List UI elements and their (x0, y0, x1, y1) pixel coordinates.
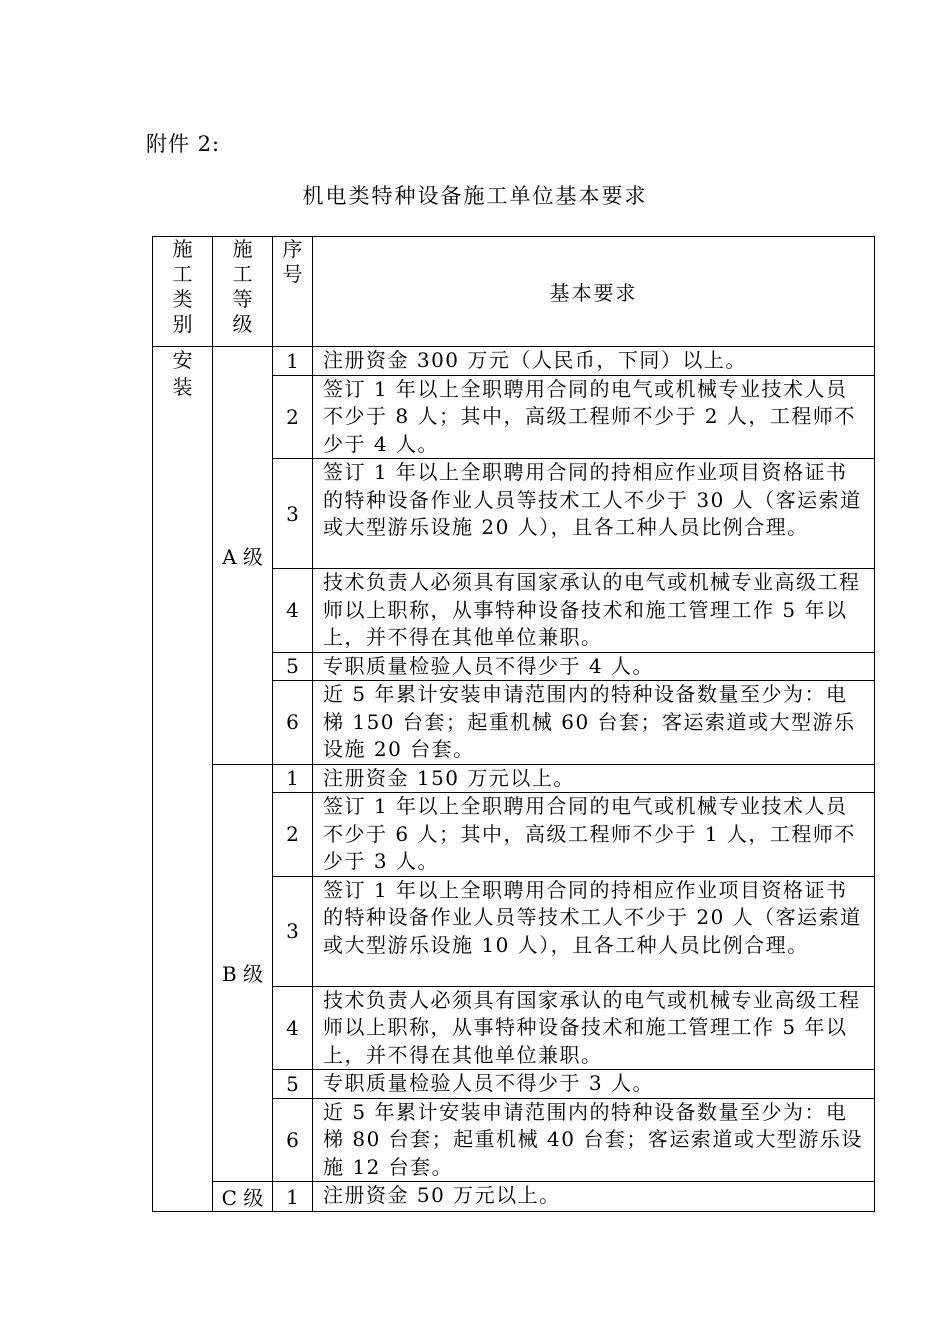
header-seq (273, 237, 313, 347)
row-number: 5 (273, 1070, 313, 1099)
row-number: 3 (273, 876, 313, 986)
header-level-char: 工 (232, 262, 253, 286)
requirement-text: 技术负责人必须具有国家承认的电气或机械专业高级工程师以上职称，从事特种设备技术和施工管理工作 5 年以上，并不得在其他单位兼职。 (313, 569, 875, 653)
requirement-text: 技术负责人必须具有国家承认的电气或机械专业高级工程师以上职称，从事特种设备技术和施工管理工作 5 年以上，并不得在其他单位兼职。 (313, 986, 875, 1070)
type-char: 装 (172, 375, 193, 399)
requirement-text: 注册资金 50 万元以上。 (313, 1182, 875, 1212)
table-row (153, 347, 875, 376)
requirement-text: 注册资金 150 万元以上。 (313, 764, 875, 793)
header-row (153, 237, 875, 347)
level-cell-b: B 级 (213, 764, 273, 1182)
header-type-char: 类 (172, 287, 193, 311)
row-number: 3 (273, 459, 313, 569)
requirement-text: 专职质量检验人员不得少于 3 人。 (313, 1070, 875, 1099)
type-cell (153, 347, 213, 1212)
header-level-char: 级 (232, 312, 253, 336)
row-number: 6 (273, 1098, 313, 1182)
row-number: 4 (273, 569, 313, 653)
header-level-char: 等 (232, 287, 253, 311)
requirements-table (152, 236, 875, 1212)
attachment-label: 附件 2: (146, 132, 221, 156)
document-title: 机电类特种设备施工单位基本要求 (302, 184, 648, 208)
row-number: 2 (273, 793, 313, 877)
table-row (153, 764, 875, 793)
requirement-text: 签订 1 年以上全职聘用合同的电气或机械专业技术人员不少于 8 人；其中，高级工程师不少于 2 人，工程师不少于 4 人。 (313, 375, 875, 459)
row-number: 1 (273, 347, 313, 376)
row-number: 2 (273, 375, 313, 459)
requirement-text: 专职质量检验人员不得少于 4 人。 (313, 652, 875, 681)
header-type-char: 别 (172, 312, 193, 336)
header-level (213, 237, 273, 347)
row-number: 1 (273, 1182, 313, 1212)
requirement-text: 注册资金 300 万元（人民币，下同）以上。 (313, 347, 875, 376)
row-number: 4 (273, 986, 313, 1070)
header-seq-char: 号 (282, 262, 303, 286)
header-type-char: 工 (172, 262, 193, 286)
requirement-text: 近 5 年累计安装申请范围内的特种设备数量至少为：电梯 150 台套；起重机械 60 台套；客运索道或大型游乐设施 20 台套。 (313, 681, 875, 765)
level-cell-c: C 级 (213, 1182, 273, 1212)
requirement-text: 签订 1 年以上全职聘用合同的持相应作业项目资格证书的特种设备作业人员等技术工人不少于 30 人（客运索道或大型游乐设施 20 人），且各工种人员比例合理。 (313, 459, 875, 569)
requirement-text: 签订 1 年以上全职聘用合同的电气或机械专业技术人员不少于 6 人；其中，高级工程师不少于 1 人，工程师不少于 3 人。 (313, 793, 875, 877)
table-row (153, 1182, 875, 1212)
row-number: 5 (273, 652, 313, 681)
header-requirements: 基本要求 (313, 237, 875, 347)
requirement-text: 签订 1 年以上全职聘用合同的持相应作业项目资格证书的特种设备作业人员等技术工人不少于 20 人（客运索道或大型游乐设施 10 人），且各工种人员比例合理。 (313, 876, 875, 986)
requirement-text: 近 5 年累计安装申请范围内的特种设备数量至少为：电梯 80 台套；起重机械 40 台套；客运索道或大型游乐设施 12 台套。 (313, 1098, 875, 1182)
type-char: 安 (172, 348, 193, 372)
header-seq-char: 序 (282, 237, 303, 261)
level-cell-a: A 级 (213, 347, 273, 765)
header-type (153, 237, 213, 347)
row-number: 1 (273, 764, 313, 793)
header-level-char: 施 (232, 237, 253, 261)
header-type-char: 施 (172, 237, 193, 261)
row-number: 6 (273, 681, 313, 765)
